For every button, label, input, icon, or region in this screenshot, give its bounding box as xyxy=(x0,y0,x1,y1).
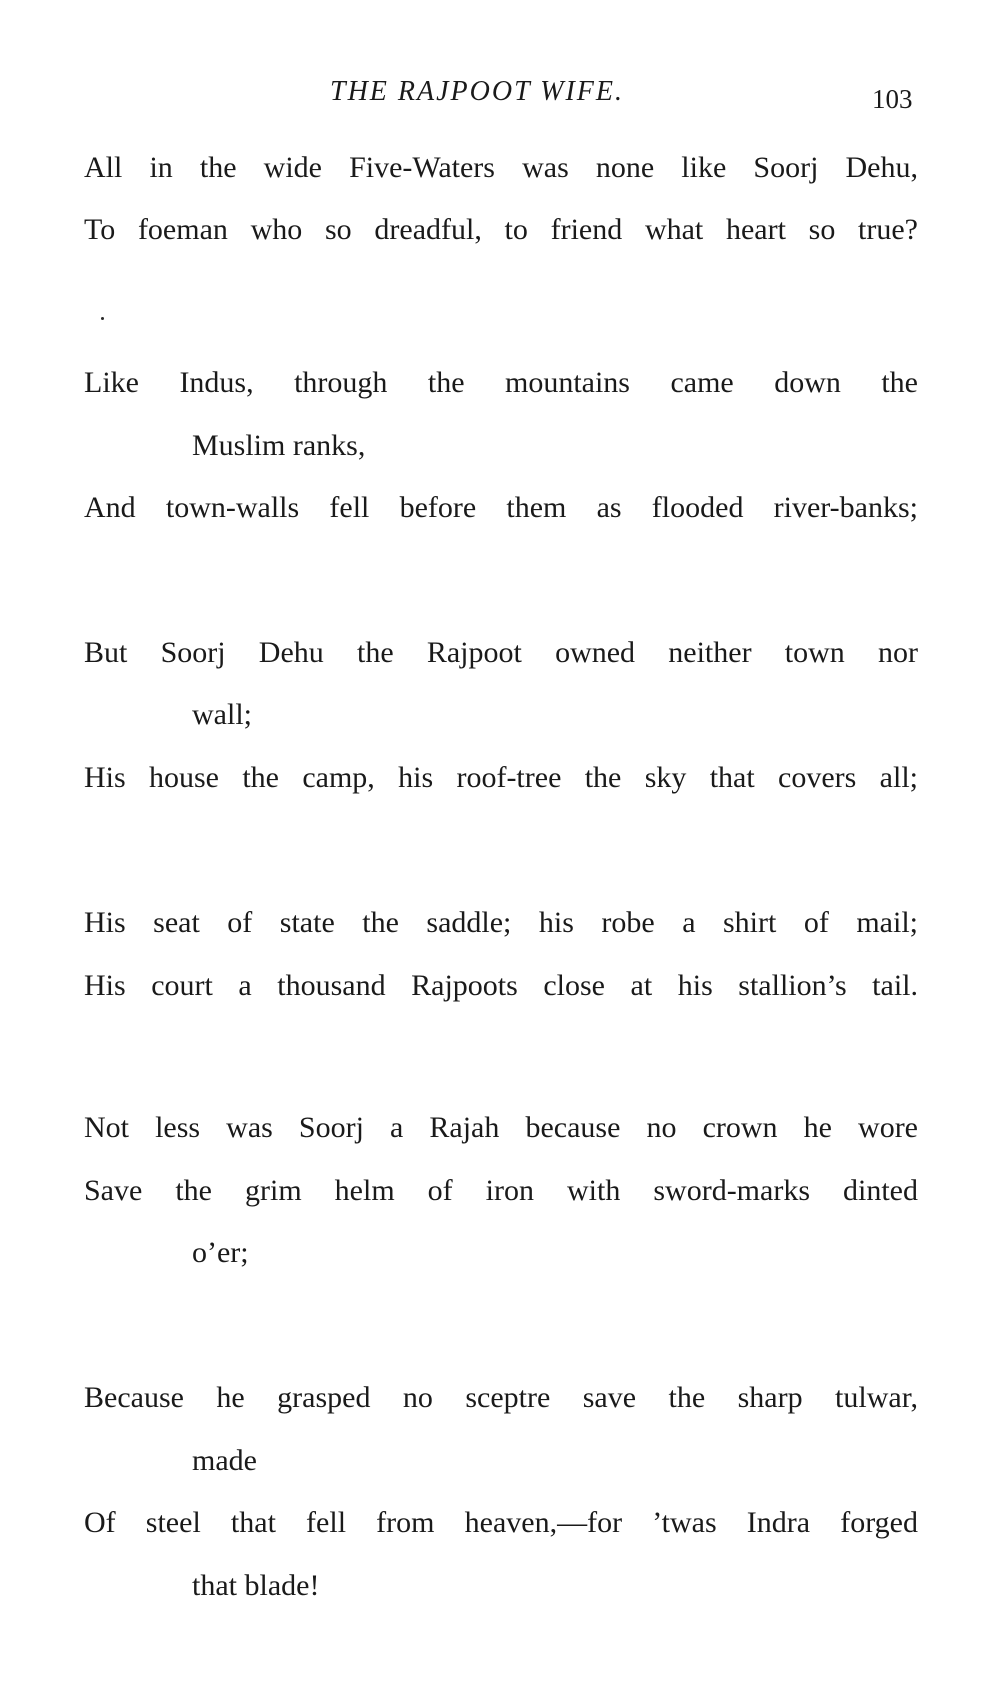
ink-speck xyxy=(101,317,104,320)
running-title: THE RAJPOOT WIFE. xyxy=(330,76,624,107)
poem-line: Save the grim helm of iron with sword-marks dinted xyxy=(84,1174,918,1207)
poem-line-continuation: that blade! xyxy=(192,1569,320,1602)
poem-line: His seat of state the saddle; his robe a shirt of mail; xyxy=(84,906,918,939)
poem-line: All in the wide Five-Waters was none like Soorj Dehu, xyxy=(84,151,918,184)
page-number: 103 xyxy=(872,84,913,114)
poem-line-continuation: made xyxy=(192,1444,257,1477)
poem-line-continuation: Muslim ranks, xyxy=(192,429,366,462)
poem-line-continuation: o’er; xyxy=(192,1236,249,1269)
poem-line: And town-walls fell before them as flooded river-banks; xyxy=(84,491,918,524)
poem-line: His house the camp, his roof-tree the sky that covers all; xyxy=(84,761,918,794)
poem-line: Not less was Soorj a Rajah because no crown he wore xyxy=(84,1111,918,1144)
poem-line: Because he grasped no sceptre save the sharp tulwar, xyxy=(84,1381,918,1414)
poem-line: But Soorj Dehu the Rajpoot owned neither town nor xyxy=(84,636,918,669)
poem-line: Like Indus, through the mountains came down the xyxy=(84,366,918,399)
running-head xyxy=(0,70,1000,120)
poem-line: To foeman who so dreadful, to friend what heart so true? xyxy=(84,213,918,246)
poem-line-continuation: wall; xyxy=(192,698,252,731)
poem-line: Of steel that fell from heaven,—for ’twas Indra forged xyxy=(84,1506,918,1539)
poem-line: His court a thousand Rajpoots close at his stallion’s tail. xyxy=(84,969,918,1002)
